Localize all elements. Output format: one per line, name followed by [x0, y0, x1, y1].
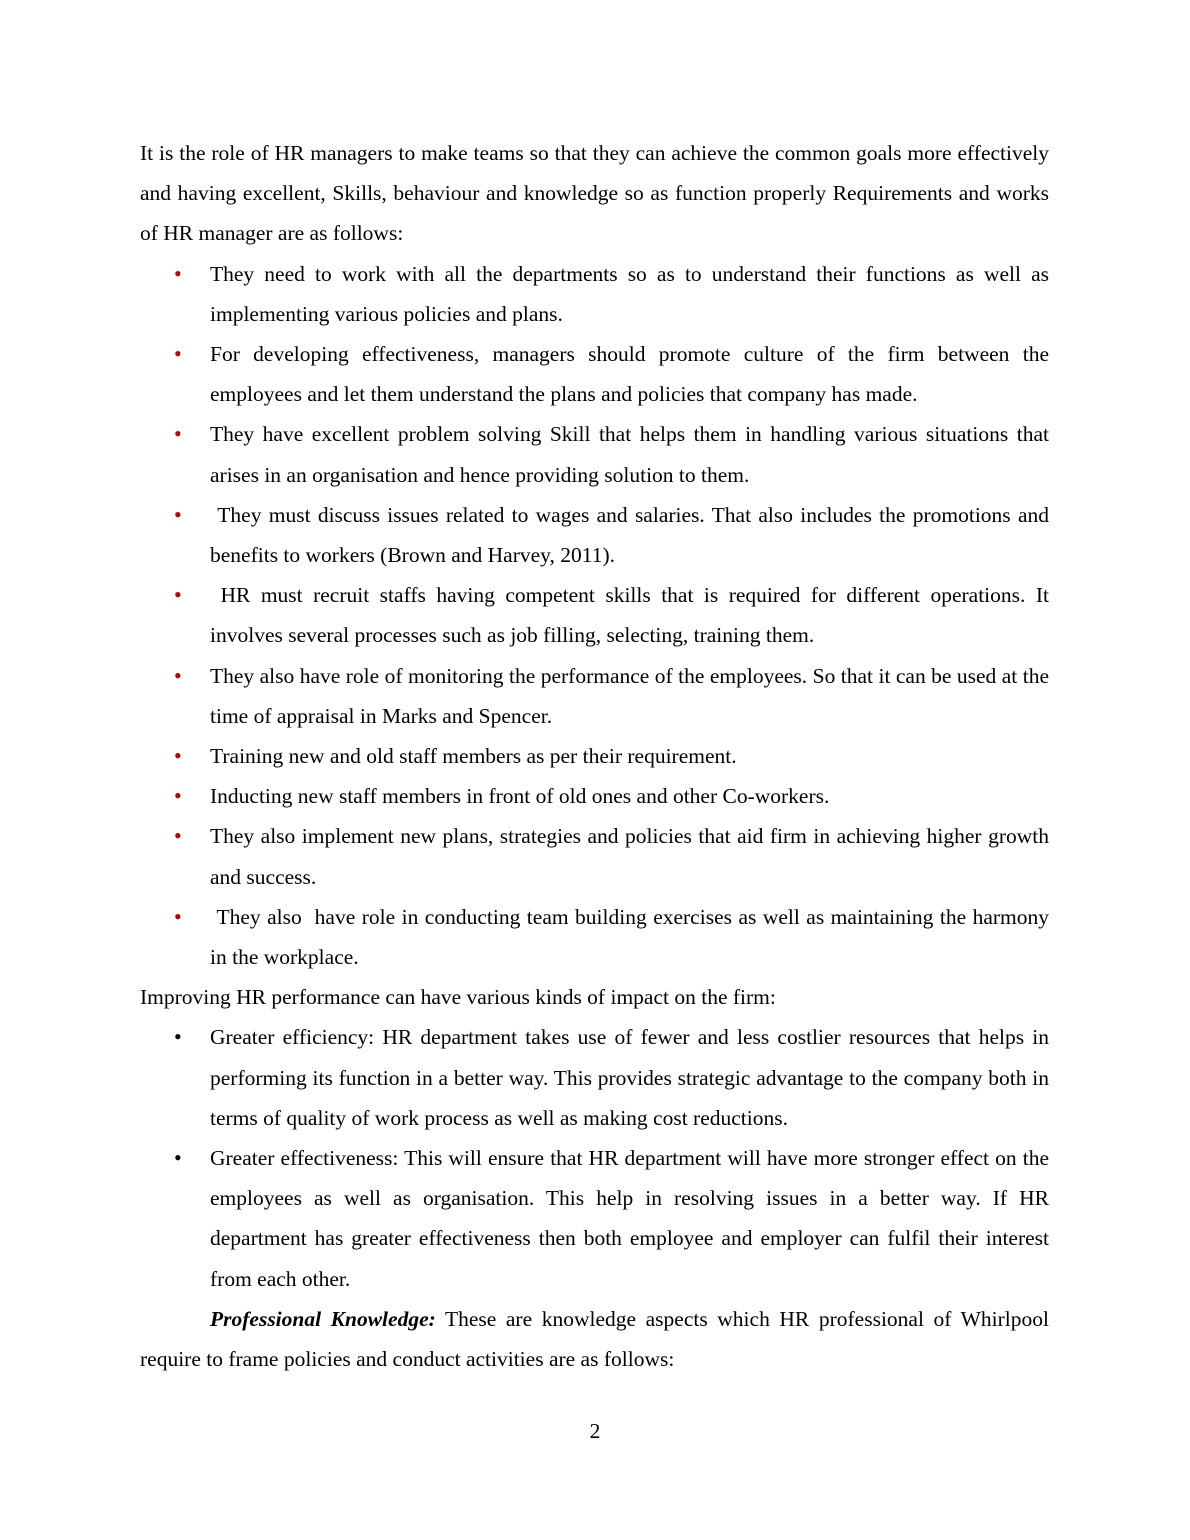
list-item: [140, 495, 1055, 575]
professional-knowledge-text: These are knowledge aspects which HR professional of Whirlpool require to frame policies and conduct activities are as follows:: [140, 1306, 1049, 1372]
list-item: [140, 414, 1049, 494]
intro-paragraph: It is the role of HR managers to make teams so that they can achieve the common goals more effectively and having excellent, Skills, behaviour and knowledge so as function properly Requirements and works of HR manager are as follows:: [140, 141, 1049, 246]
list-item: [140, 656, 1049, 736]
list-item-text: They must discuss issues related to wages and salaries. That also includes the promotions and benefits to workers (Brown and Harvey, 2011).: [210, 502, 1055, 568]
list-item-text: They have excellent problem solving Skill that helps them in handling various situations that arises in an organisation and hence providing solution to them.: [210, 422, 1049, 487]
bullet-icon: •: [174, 783, 182, 809]
bullet-icon: •: [174, 662, 182, 688]
document-body: [140, 133, 1055, 1379]
list-item-text: They also implement new plans, strategies and policies that aid firm in achieving higher growth and success.: [210, 824, 1049, 889]
bullet-icon: •: [174, 743, 182, 769]
impact-intro-paragraph: Improving HR performance can have various kinds of impact on the firm:: [140, 985, 776, 1010]
list-item: [140, 736, 1049, 776]
impacts-list: [140, 1017, 1049, 1298]
list-item-text: They need to work with all the departments so as to understand their functions as well as implementing various policies and plans.: [210, 261, 1049, 326]
list-item: [140, 816, 1049, 896]
list-item-text: Greater effectiveness: This will ensure that HR department will have more stronger effect on the employees as well as organisation. This help in resolving issues in a better way. If HR department has greater effectiveness then both employee and employer can fulfil their interest from each other.: [210, 1146, 1049, 1291]
bullet-icon: •: [174, 341, 182, 367]
list-item: [140, 897, 1055, 977]
bullet-icon: •: [174, 823, 182, 849]
list-item-text: Greater efficiency: HR department takes use of fewer and less costlier resources that helps in performing its function in a better way. This provides strategic advantage to the company both in terms of quality of work process as well as making cost reductions.: [210, 1025, 1049, 1130]
list-item: [140, 1138, 1049, 1299]
bullet-icon: •: [174, 582, 182, 608]
list-item-text: Inducting new staff members in front of old ones and other Co-workers.: [210, 784, 830, 809]
bullet-icon: •: [174, 903, 182, 929]
bullet-icon: •: [174, 421, 182, 447]
bullet-icon: •: [174, 1024, 182, 1050]
list-item-text: They also have role of monitoring the performance of the employees. So that it can be used at the time of appraisal in Marks and Spencer.: [210, 663, 1049, 728]
professional-knowledge-heading: Professional Knowledge:: [210, 1306, 436, 1331]
bullet-icon: •: [174, 1145, 182, 1171]
page-number: 2: [589, 1419, 601, 1443]
requirements-list: [140, 254, 1055, 978]
bullet-icon: •: [174, 260, 182, 286]
professional-knowledge-paragraph: [140, 1299, 1049, 1379]
list-item: [140, 776, 1049, 816]
list-item: [140, 575, 1055, 655]
list-item-text: For developing effectiveness, managers should promote culture of the firm between the employees and let them understand the plans and policies that company has made.: [210, 342, 1049, 407]
list-item: [140, 254, 1049, 334]
bullet-icon: •: [174, 501, 182, 527]
list-item-text: HR must recruit staffs having competent skills that is required for different operations. It involves several processes such as job filling, selecting, training them.: [210, 583, 1055, 648]
list-item-text: Training new and old staff members as per their requirement.: [210, 744, 737, 769]
list-item: [140, 1017, 1049, 1138]
list-item: [140, 334, 1049, 414]
list-item-text: They also have role in conducting team building exercises as well as maintaining the harmony in the workplace.: [210, 904, 1055, 970]
